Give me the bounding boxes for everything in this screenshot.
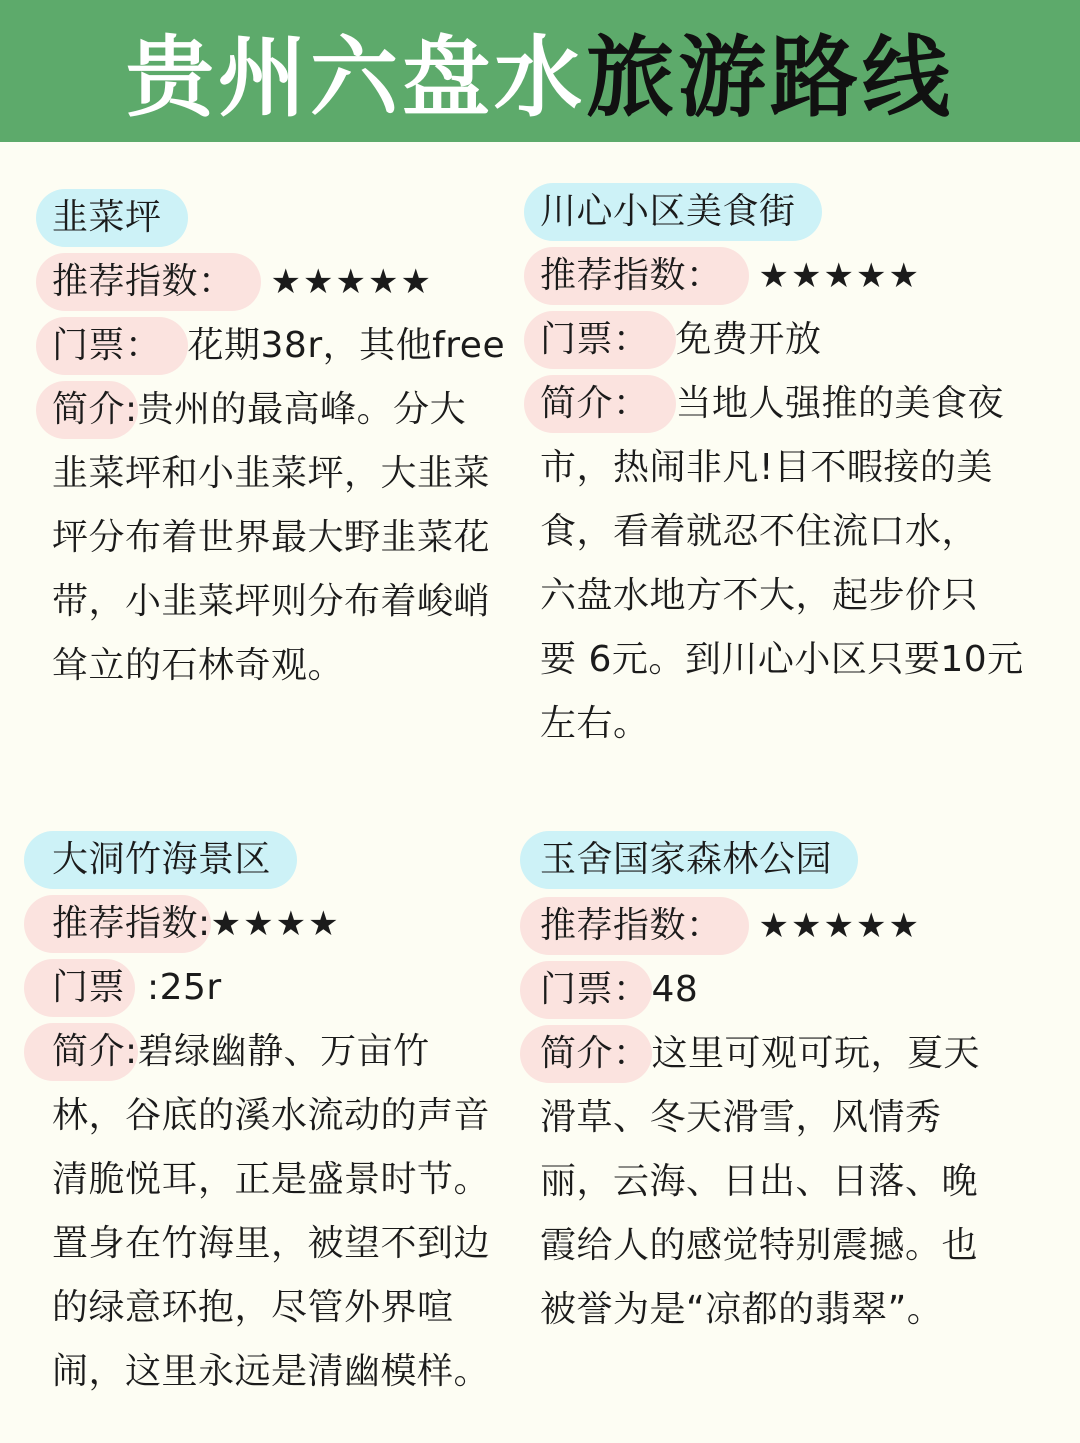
intro-label: 简介: xyxy=(36,381,138,439)
header-banner xyxy=(0,0,1080,142)
card-title: 玉舍国家森林公园 xyxy=(520,831,858,889)
rating-label: 推荐指数： xyxy=(36,253,261,311)
ticket-value: :25r xyxy=(135,967,222,1008)
intro-line: 被誉为是“凉都的翡翠”。 xyxy=(540,1289,944,1330)
intro-label: 简介： xyxy=(520,1025,652,1083)
intro-line: 这里可观可玩，夏天 xyxy=(651,1033,981,1074)
intro-line: 林，谷底的溪水流动的声音 xyxy=(52,1095,491,1136)
intro-line: 带，小韭菜坪则分布着峻峭 xyxy=(52,581,491,622)
intro-line: 碧绿幽静、万亩竹 xyxy=(137,1031,430,1072)
intro-line: 的绿意环抱，尽管外界喧 xyxy=(52,1287,454,1328)
ticket-label: 门票 xyxy=(24,959,135,1017)
rating-stars: ★★★★ xyxy=(210,904,341,944)
intro-line: 市，热闹非凡!目不暇接的美 xyxy=(540,447,993,488)
ticket-value: 48 xyxy=(651,969,699,1010)
rating-stars: ★★★★★ xyxy=(270,262,433,302)
intro-line: 六盘水地方不大，起步价只 xyxy=(540,575,979,616)
rating-label: 推荐指数： xyxy=(524,247,749,305)
intro-line: 置身在竹海里，被望不到边 xyxy=(52,1223,491,1264)
rating-stars: ★★★★★ xyxy=(758,256,921,296)
title-part-2: 旅游路线 xyxy=(586,26,955,129)
intro-line: 耸立的石林奇观。 xyxy=(52,645,345,686)
intro-line: 韭菜坪和小韭菜坪，大韭菜 xyxy=(52,453,491,494)
intro-line: 清脆悦耳，正是盛景时节。 xyxy=(52,1159,491,1200)
intro-line: 丽，云海、日出、日落、晚 xyxy=(540,1161,979,1202)
intro-line: 霞给人的感觉特别震撼。也 xyxy=(540,1225,979,1266)
intro-line: 食，看着就忍不住流口水， xyxy=(540,511,979,552)
rating-label: 推荐指数: xyxy=(24,895,211,953)
intro-line: 坪分布着世界最大野韭菜花 xyxy=(52,517,491,558)
intro-line: 左右。 xyxy=(540,703,650,744)
ticket-label: 门票： xyxy=(520,961,652,1019)
intro-line: 要 6元。到川心小区只要10元 xyxy=(540,639,1024,680)
intro-label: 简介: xyxy=(24,1023,138,1081)
rating-label: 推荐指数： xyxy=(520,897,749,955)
card-title: 大洞竹海景区 xyxy=(24,831,297,889)
ticket-label: 门票： xyxy=(36,317,188,375)
card-title: 韭菜坪 xyxy=(36,189,188,247)
intro-line: 当地人强推的美食夜 xyxy=(675,383,1005,424)
intro-line: 闹，这里永远是清幽模样。 xyxy=(52,1351,491,1392)
ticket-label: 门票： xyxy=(524,311,676,369)
rating-stars: ★★★★★ xyxy=(758,906,921,946)
intro-line: 贵州的最高峰。分大 xyxy=(137,389,467,430)
title-part-1: 贵州六盘水 xyxy=(125,26,586,129)
ticket-value: 花期38r，其他free xyxy=(187,325,506,366)
intro-line: 滑草、冬天滑雪，风情秀 xyxy=(540,1097,942,1138)
intro-label: 简介： xyxy=(524,375,676,433)
card-title: 川心小区美食街 xyxy=(524,183,822,241)
ticket-value: 免费开放 xyxy=(675,319,822,360)
